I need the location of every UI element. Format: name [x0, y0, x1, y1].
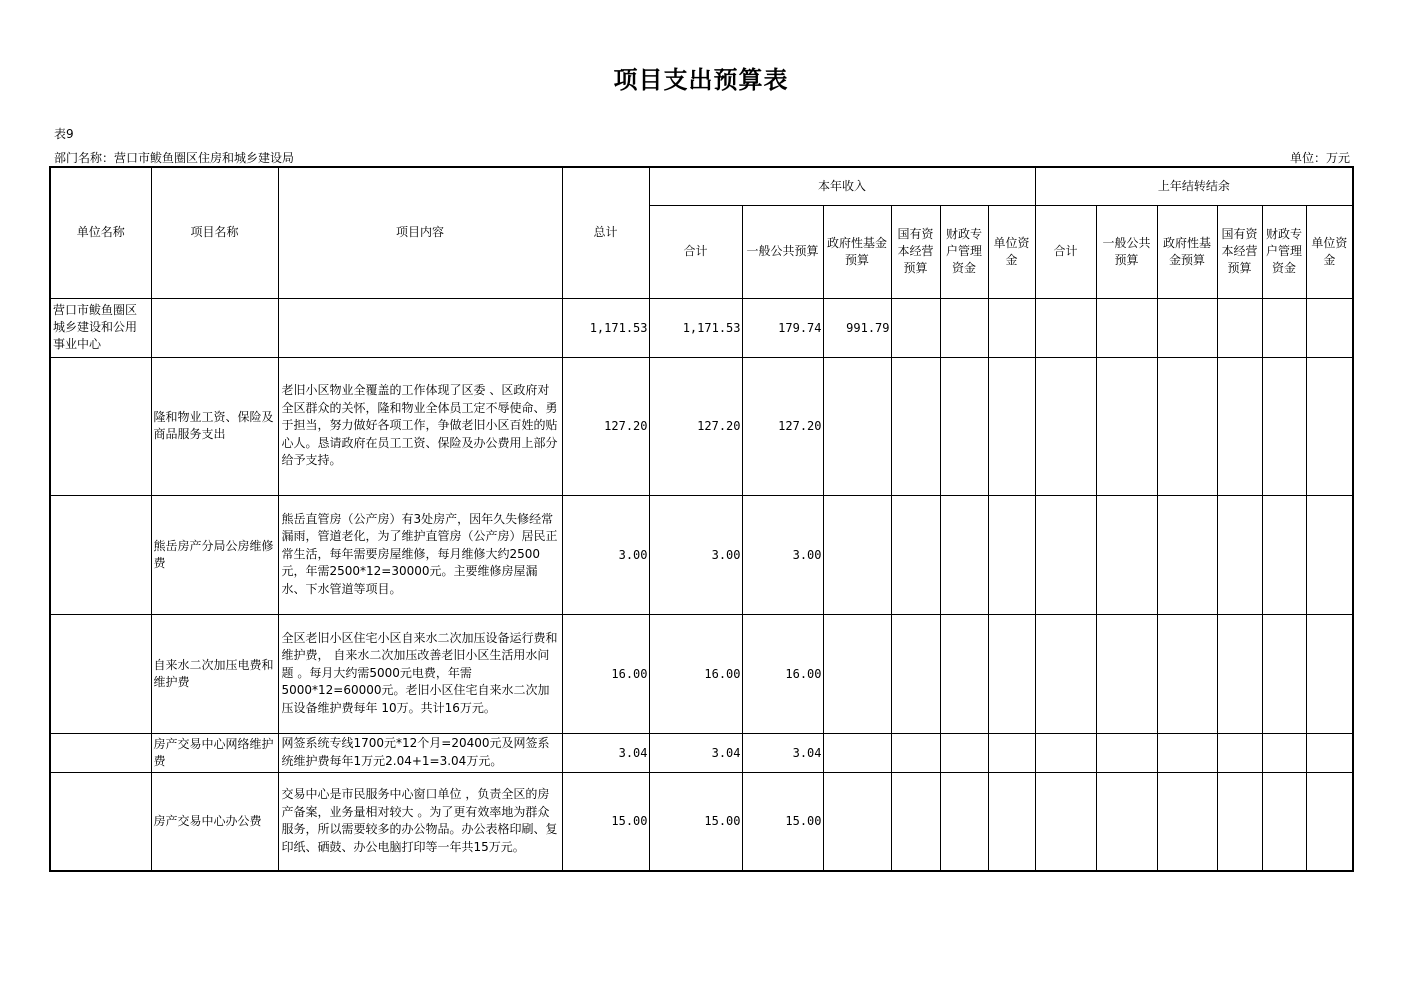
summary-total: 1,171.53 — [562, 298, 649, 357]
table-row — [50, 772, 1353, 871]
row-sum: 15.00 — [649, 772, 742, 871]
header-co-govfund: 政府性基金预算 — [1157, 205, 1217, 298]
project-name: 房产交易中心办公费 — [151, 772, 278, 871]
header-carryover: 上年结转结余 — [1035, 167, 1353, 205]
project-name: 房产交易中心网络维护费 — [151, 733, 278, 772]
header-project-content: 项目内容 — [278, 167, 562, 298]
table-row — [50, 357, 1353, 495]
header-cy-sum: 合计 — [649, 205, 742, 298]
currency-unit: 单位：万元 — [1289, 151, 1350, 165]
row-general: 3.04 — [742, 733, 823, 772]
header-co-state: 国有资本经营预算 — [1217, 205, 1262, 298]
table-row — [50, 733, 1353, 772]
project-content: 熊岳直管房（公产房）有3处房产，因年久失修经常漏雨，管道老化，为了维护直管房（公产房）居民正常生活，每年需要房屋维修，每月维修大约2500元，年需2500*12=30000元。主要维修房屋漏水、下水管道等项目。 — [278, 495, 562, 614]
page-title: 项目支出预算表 — [613, 66, 789, 94]
row-total: 3.04 — [562, 733, 649, 772]
project-name: 自来水二次加压电费和维护费 — [151, 614, 278, 733]
project-content: 全区老旧小区住宅小区自来水二次加压设备运行费和维护费， 自来水二次加压改善老旧小区生活用水问题 。每月大约需5000元电费，年需5000*12=60000元。老旧小区住宅自来水二次加压设备维护费每年 10万。共计16万元。 — [278, 614, 562, 733]
project-content: 老旧小区物业全覆盖的工作体现了区委 、区政府对全区群众的关怀，隆和物业全体员工定不辱使命、勇于担当，努力做好各项工作，争做老旧小区百姓的贴心人。恳请政府在员工工资、保险及办公费用上部分给予支持。 — [278, 357, 562, 495]
header-cy-state: 国有资本经营预算 — [891, 205, 940, 298]
header-co-general: 一般公共预算 — [1096, 205, 1157, 298]
row-total: 3.00 — [562, 495, 649, 614]
row-sum: 16.00 — [649, 614, 742, 733]
header-current-year-income: 本年收入 — [649, 167, 1035, 205]
budget-table — [49, 166, 1354, 872]
summary-sum: 1,171.53 — [649, 298, 742, 357]
header-cy-unit: 单位资金 — [988, 205, 1035, 298]
summary-unit-name: 营口市鲅鱼圈区城乡建设和公用事业中心 — [50, 298, 151, 357]
header-project-name: 项目名称 — [151, 167, 278, 298]
summary-row — [50, 298, 1353, 357]
header-cy-special: 财政专户管理资金 — [940, 205, 988, 298]
table-number: 表9 — [54, 127, 74, 141]
row-sum: 127.20 — [649, 357, 742, 495]
header-co-sum: 合计 — [1035, 205, 1096, 298]
table-row — [50, 495, 1353, 614]
project-name: 熊岳房产分局公房维修费 — [151, 495, 278, 614]
table-row — [50, 614, 1353, 733]
row-sum: 3.04 — [649, 733, 742, 772]
header-co-unit: 单位资金 — [1306, 205, 1353, 298]
project-content: 网签系统专线1700元*12个月=20400元及网签系统维护费每年1万元2.04+1=3.04万元。 — [278, 733, 562, 772]
row-total: 127.20 — [562, 357, 649, 495]
project-content: 交易中心是市民服务中心窗口单位 ，负责全区的房产备案，业务量相对较大 。为了更有效率地为群众服务，所以需要较多的办公物品。办公表格印刷、复印纸、硒鼓、办公电脑打印等一年共15万元。 — [278, 772, 562, 871]
department-name: 部门名称：营口市鲅鱼圈区住房和城乡建设局 — [54, 151, 295, 165]
header-total: 总计 — [562, 167, 649, 298]
row-general: 127.20 — [742, 357, 823, 495]
row-sum: 3.00 — [649, 495, 742, 614]
header-cy-general: 一般公共预算 — [742, 205, 823, 298]
header-unit-name: 单位名称 — [50, 167, 151, 298]
row-total: 16.00 — [562, 614, 649, 733]
row-general: 16.00 — [742, 614, 823, 733]
row-general: 3.00 — [742, 495, 823, 614]
project-name: 隆和物业工资、保险及商品服务支出 — [151, 357, 278, 495]
summary-general: 179.74 — [742, 298, 823, 357]
header-co-special: 财政专户管理资金 — [1262, 205, 1306, 298]
summary-govfund: 991.79 — [823, 298, 891, 357]
header-cy-govfund: 政府性基金预算 — [823, 205, 891, 298]
row-general: 15.00 — [742, 772, 823, 871]
row-total: 15.00 — [562, 772, 649, 871]
